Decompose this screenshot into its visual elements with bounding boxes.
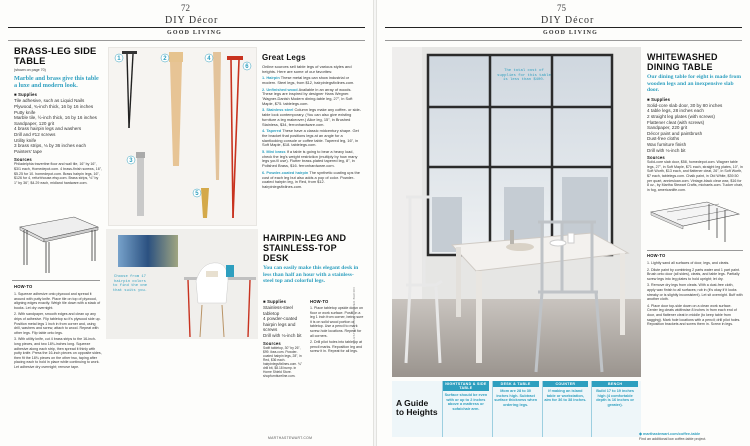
sources-text: Solid-core slab door, $58, homedepot.com. Wagner table legs, 27", in Soft Maple, $71 each, straight leg plates, 10", in Soft Worth, $13 each, and flattener cleat, 26", in Soft Worth, $7 each, tablelegs.com. Chalk paint, in Old White, $39.50 per quart, anniesloan.com. Vintage-black clear wax, $16 for 8 oz., by Martha Stewart Crafts, michaels.com. Tucker chair, in fog, americanlife.com. (647, 160, 743, 192)
footer-link[interactable]: ◆ marthastewart.com/coffee-table (639, 432, 701, 436)
article-title: BRASS-LEG SIDE TABLE (14, 45, 97, 66)
great-legs-entry (262, 150, 362, 169)
supplies-label: ■ Supplies (14, 92, 38, 98)
desk-photo-caption: Choose from 17 hairpin colors to find the one that suits you. (112, 275, 148, 293)
supplies-label: ■ Supplies (263, 299, 287, 304)
how-to-step: 1. Lightly sand all surfaces of door, legs, and cleats. (647, 261, 730, 265)
page-number: 75 (557, 3, 566, 13)
guide-column (442, 381, 489, 437)
guide-column-head: DESK & TABLE (493, 381, 539, 387)
entry-number-dot: . (264, 149, 267, 155)
guide-column-text: Build 17 to 19 inches high (4 comfortable depth is 16 inches or greater). (596, 389, 635, 407)
svg-text:3: 3 (129, 158, 133, 164)
svg-text:5: 5 (195, 191, 199, 197)
how-to-step: 3. With utility knife, cut 4 brass strips to the 16-inch-long pieces, and two 18¾-inches long. Squeeze adhesive along each strip, then spread it thinly with putty knife. Press the 16-inch pieces on opposite sides, then fit the 18¾ pieces on the other two, taping after placing each to hold in place while continuing to work. Let adhesive dry overnight; remove tape. (14, 337, 102, 369)
sources-text: Swift tabletop, 30" by 26", $99. ikea.com. Powder-coated hairpin legs, 28", in Red, $36 each. hairpinlegsfixlines.com. ¾" drill bit, $8.18 bump. in Home Shield Store. shopfurnitureline.com. (263, 345, 302, 378)
how-to-step: 2. Drill pilot holes into tabletop at pencil marks. Reposition leg and screw it in. Repeat for all legs. (310, 340, 362, 354)
great-legs-intro: Online sources sell table legs of various styles and heights. Here are some of our favorites: (262, 64, 352, 74)
page-number: 72 (181, 3, 190, 13)
section-name: GOOD LIVING (543, 30, 599, 36)
supplies-list: Tile adhesive, such as Liquid Nails Plywood, ¾-inch thick, 16 by 16 inches Putty knife Marble tile, ½-inch thick, 16 by 16 inches Sandpaper, 120 grit 4 brass hairpin legs and washers Drill and #12 screws Utility knife 3 brass strips, ⅛ by 36 inches each Painters' tape (14, 98, 97, 154)
desk-supplies (263, 299, 305, 378)
entry-text: Column legs make any coffee- or side-table look contemporary. (You can also give existing furniture a leg makeover.) Alice leg, 15", in Brushed Stainless, $34, ferronhardware.com. (262, 107, 362, 127)
supplies-list: Stainless-steel tabletop 4 powder-coated hairpin legs and screws Drill with ⅛-inch bit (263, 305, 302, 338)
sources-text: Philadelphia travertine floor and wall tile, 16" by 16", $3/1 each, Homedepot.com. 4 brass-finish screws, 16", $5.25 for 10. homedepot.com. Brass hairpin legs, 16", $126 for 4, refurbhouse.etsy.com. Brass strips, ⅛" by 1" by 36", $4.29 each, midland hardware.com. (14, 162, 102, 185)
divider (647, 250, 743, 251)
illustration-credit: ILLUSTRATION BY DEREK BACON (352, 287, 356, 344)
entry-number: 6 (262, 169, 265, 175)
entry-text: If a table is going to bear a heavy load, check the leg's weight restriction (multiply by how many legs you'll use). Flutter brass-plated tapered leg, 8", in Polished Brass, $16. ferronhardware.com. (262, 149, 358, 169)
how-to-label: HOW-TO (310, 299, 329, 304)
how-to-step: 4. Place door top-side down on a clean work surface. Center leg cleats widthwise 8 inches in from each end of door, and flattener cleat in middle (to keep table from sagging). Mark hole locations with a pencil; drill pilot holes. Reposition brackets and screw them in. Screw in legs. (647, 303, 741, 327)
sources-label: Sources (647, 155, 665, 161)
desk-how-to (310, 299, 365, 354)
great-legs-entry (262, 76, 362, 85)
left-page (0, 0, 373, 446)
how-to-label: HOW-TO (14, 284, 33, 289)
header-rule (8, 27, 365, 28)
entry-number: 5 (262, 149, 265, 155)
entry-text: These metal legs can show industrial or modern. Steel legs, from $12, hairpinlegsfixlines.com. (262, 75, 355, 85)
heights-guide (392, 381, 641, 437)
desk-photo (106, 229, 258, 339)
guide-title: A Guide to Heights (396, 398, 438, 417)
how-to-step: 3. Remove dry legs from cleats. With a dust-free cloth, apply wax finish to all surfaces; rub in (it's okay if it looks streaky or is slightly inconsistent). Let sit overnight. Buff with another cloth. (647, 283, 743, 302)
table-underside-illustration (647, 198, 743, 246)
header-rule (385, 27, 742, 28)
guide-column-text: If making an island table or workstation, aim for 36 to 38 inches. (544, 389, 587, 403)
guide-column (591, 381, 638, 437)
section-kicker: DIY Décor (541, 15, 595, 26)
how-to-step: 2. Dilute paint by combining 2 parts water and 1 part paint. Brush onto door (all sides), cleats, and table legs. Partially screw legs into leg plates to hold upright; let dry. (647, 267, 740, 281)
great-legs-title: Great Legs (262, 53, 306, 62)
entry-number: 1 (262, 75, 265, 81)
dining-title: WHITEWASHED DINING TABLE (647, 52, 718, 72)
entry-number-dot: . (264, 128, 267, 134)
dining-photo (392, 47, 641, 377)
supplies-list: Solid-core slab door, 30 by 80 inches 4 table legs, 28 inches each 2 straight leg plates (with screws) Flattener cleat (with screws) Sandpaper, 220 grit Décor paint and paintbrush Dust-free cloths Wax furniture finish Drill with ⅛-inch bit (647, 102, 723, 153)
svg-text:6: 6 (245, 64, 249, 70)
entry-name: Tapered (266, 128, 282, 134)
section-kicker: DIY Décor (165, 15, 219, 26)
divider (12, 280, 100, 281)
section-name: GOOD LIVING (167, 30, 223, 36)
great-legs-entry (262, 171, 362, 190)
how-to-step: 1. Place tabletop upside down on floor or work surface. Position a leg 1 inch from corner, being sure it is on solid wood portion of tabletop. Use a pencil to mark screw-hole locations. Repeat for all corners. (310, 306, 364, 338)
great-legs-entry (262, 88, 362, 107)
entry-text: These have a classic midcentury shape. Get the bracket that positions legs at an angle for a slantlooking console or coffee table. Tapered leg, 16", in Soft Maple, $18. tablelegs.com. (262, 128, 359, 148)
entry-number: 2 (262, 86, 265, 92)
dining-how-to (647, 253, 743, 327)
article-subtitle: (shown on page 70) (14, 68, 46, 72)
dining-deck: Our dining table for eight is made from wooden legs and an inexpensive slab door. (647, 74, 742, 94)
entry-number-dot: . (264, 86, 267, 92)
great-legs-entry (262, 129, 362, 148)
sources-label: Sources (14, 157, 32, 163)
dining-article (647, 52, 743, 192)
guide-column-text: Surface should be even with or up to 2 inches above a mattress or sofa/chair arm. (444, 393, 488, 411)
desk-title: HAIRPIN-LEG AND STAINLESS-TOP DESK (263, 233, 347, 263)
supplies-label: ■ Supplies (647, 96, 671, 102)
guide-column-head: NIGHTSTAND & SIDE TABLE (443, 381, 489, 391)
great-legs-entry (262, 108, 362, 127)
entry-text: Available in an array of woods. These legs are inspired by designer Hans Wegner. 'Wagner-Danish Modern dining-table leg, 27", in Soft Maple, $75. tablelegs.com. (262, 86, 353, 106)
entry-number: 4 (262, 128, 265, 134)
svg-text:1: 1 (117, 56, 121, 62)
brass-how-to (14, 284, 102, 370)
entry-number-dot: . (264, 75, 267, 81)
guide-column-text: Mom are 28 to 30 inches high. Subtract surface thickness when ordering legs. (494, 389, 538, 407)
header-rule-thin (385, 40, 742, 41)
how-to-step: 1. Squeeze adhesive onto plywood and spread it around with putty knife. Place tile on top of plywood, aligning edges exactly. Weigh tile down with a stack of books. Let dry overnight. (14, 292, 101, 310)
article-deck: Marble and brass give this table a luxe and modern look. (14, 74, 99, 89)
guide-columns (442, 381, 641, 437)
guide-column-head: BENCH (592, 381, 638, 387)
desk-deck: You can easily make this elegant desk in less than half an hour with a stainless-steel top and colorful legs. (263, 265, 359, 285)
great-legs-list (262, 76, 362, 189)
entry-name: Mini brass (266, 149, 286, 155)
how-to-label: HOW-TO (647, 253, 666, 258)
footer-url[interactable]: MARTHASTEWART.COM (268, 436, 313, 440)
desk-article (263, 233, 364, 285)
svg-text:2: 2 (163, 56, 167, 62)
great-legs-sidebar (262, 53, 362, 190)
guide-column (492, 381, 539, 437)
sources-label: Sources (263, 340, 281, 346)
entry-number-dot: . (264, 107, 267, 113)
brass-table-article (14, 46, 102, 185)
entry-name: Stainless steel (266, 107, 294, 113)
header-rule-thin (8, 40, 365, 41)
footer-note: Find an additional low coffee-table project. (639, 437, 707, 441)
guide-column-head: COUNTER (543, 381, 589, 387)
entry-number-dot: . (264, 169, 267, 175)
entry-name: Unfinished wood (266, 86, 298, 92)
how-to-step: 2. With sandpaper, smooth edges and clean up any drips of adhesive. Flip tabletop so it's plywood side up. Position metal legs 1 inch in from corner and, using drill, washers and screw, attach to wood. Repeat with other legs. Flip table onto legs. (14, 312, 101, 335)
right-page (377, 0, 750, 446)
legs-photo (108, 47, 257, 226)
entry-name: Hairpin (266, 75, 280, 81)
entry-text: The synthetic coating ups the cost of each leg but also adds a pop of color. Powder-coated hairpin leg, in Red, from $12. hairpinlegsfixlines.com. (262, 169, 360, 189)
guide-column (542, 381, 589, 437)
entry-number: 3 (262, 107, 265, 113)
dining-photo-caption: The total cost of supplies for this table is less than $400. (497, 69, 551, 83)
entry-name: Powder-coated hairpin (266, 169, 309, 175)
svg-text:4: 4 (207, 56, 211, 62)
table-illustration (12, 205, 102, 275)
